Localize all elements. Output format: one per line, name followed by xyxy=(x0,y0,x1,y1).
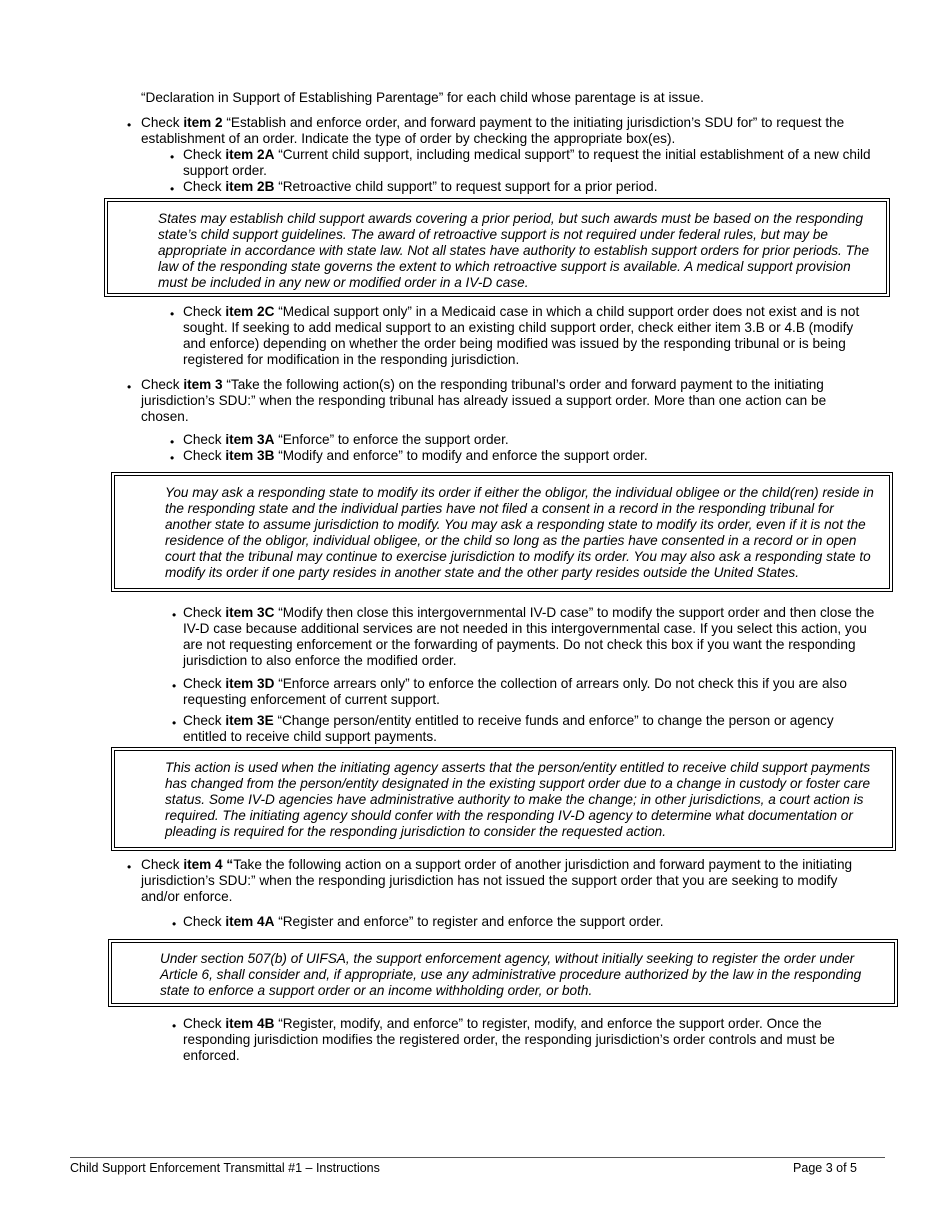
bullet: • xyxy=(170,150,175,164)
item-4-instruction: Check item 4 “Take the following action on a support order of another jurisdiction and forward payment to the initiating jurisdiction’s SDU:” when the responding jurisdiction has not issued the support order that you are seeking to modify and/or enforce. xyxy=(141,857,853,904)
bullet: • xyxy=(172,679,177,693)
item-label: item 4A xyxy=(225,914,275,929)
item-3e-instruction: Check item 3E “Change person/entity entitled to receive funds and enforce” to change the person or agency entitled to receive child support payments. xyxy=(183,713,834,744)
item-2a-instruction: Check item 2A “Current child support, including medical support” to request the initial establishment of a new child support order. xyxy=(183,147,871,178)
item-4b-instruction: Check item 4B “Register, modify, and enforce” to register, modify, and enforce the support order. Once the responding jurisdiction modifies the registered order, the responding jurisdiction’s order controls and must be enforced. xyxy=(183,1016,835,1063)
item-label: item 2 xyxy=(183,115,223,130)
bullet: • xyxy=(127,380,132,394)
item-label: item 3E xyxy=(225,713,274,728)
bullet: • xyxy=(170,435,175,449)
page-number: Page 3 of 5 xyxy=(793,1161,857,1175)
item-3b-instruction: Check item 3B “Modify and enforce” to modify and enforce the support order. xyxy=(183,448,648,463)
modification-jurisdiction-note: You may ask a responding state to modify its order if either the obligor, the individual obligee or the child(ren) reside in the responding state and the individual parties have not filed a consent in a record in the responding tribunal for another state to assume jurisdiction to modify. You may ask a responding state to modify its order, even if it is not the residence of the obligor, individual obligee, or the child so long as the parties have consented in a record or in open court that the tribunal may continue to exercise jurisdiction to modify its order. You may also ask a responding state to modify its order if one party resides in another state and the other party resides outside the United States. xyxy=(111,472,893,592)
bullet: • xyxy=(127,860,132,874)
item-3a-instruction: Check item 3A “Enforce” to enforce the support order. xyxy=(183,432,509,447)
item-label: item 3D xyxy=(225,676,275,691)
item-label: item 3 xyxy=(183,377,223,392)
item-label: item 3C xyxy=(225,605,275,620)
uifsa-507b-note: Under section 507(b) of UIFSA, the support enforcement agency, without initially seeking to register the order under Article 6, shall consider and, if appropriate, use any administrative procedure authorized by the law in the responding state to enforce a support order or an income withholding order, or both. xyxy=(108,939,898,1007)
bullet: • xyxy=(172,1019,177,1033)
item-label: item 2C xyxy=(225,304,275,319)
item-label: item 3B xyxy=(225,448,275,463)
item-label: item 4 “ xyxy=(183,857,234,872)
item-3c-instruction: Check item 3C “Modify then close this intergovernmental IV-D case” to modify the support order and then close the IV-D case because additional services are not needed in this intergovernmental case. If you select this action, you are not requesting enforcement or the forwarding of payments. Do not check this box if you want the responding jurisdiction to also enforce the modified order. xyxy=(183,605,875,668)
item-2b-instruction: Check item 2B “Retroactive child support” to request support for a prior period. xyxy=(183,179,658,194)
bullet: • xyxy=(170,182,175,196)
item-label: item 2B xyxy=(225,179,275,194)
item-3-instruction: Check item 3 “Take the following action(s) on the responding tribunal’s order and forward payment to the initiating jurisdiction’s SDU:” when the responding tribunal has already issued a support order. More than one action can be chosen. xyxy=(141,377,827,424)
change-payee-note: This action is used when the initiating agency asserts that the person/entity entitled to receive child support payments has changed from the person/entity designated in the existing support order due to a change in custody or foster care status. Some IV-D agencies have administrative authority to make the change; in other jurisdictions, a court action is required. The initiating agency should confer with the responding IV-D agency to determine what documentation or pleading is required for the responding jurisdiction to consider the requested action. xyxy=(111,747,896,851)
bullet: • xyxy=(170,307,175,321)
item-3d-instruction: Check item 3D “Enforce arrears only” to enforce the collection of arrears only. Do not check this if you are also requesting enforcement of current support. xyxy=(183,676,847,707)
item-label: item 2A xyxy=(225,147,275,162)
bullet: • xyxy=(172,716,177,730)
item-label: item 4B xyxy=(225,1016,275,1031)
bullet: • xyxy=(170,451,175,465)
item-2-instruction: Check item 2 “Establish and enforce order, and forward payment to the initiating jurisdiction’s SDU for” to request the establishment of an order. Indicate the type of order by checking the appropriate box(es). xyxy=(141,115,845,146)
item-4a-instruction: Check item 4A “Register and enforce” to register and enforce the support order. xyxy=(183,914,664,929)
intro-text: “Declaration in Support of Establishing Parentage” for each child whose parentage is at issue. xyxy=(141,90,704,105)
bullet: • xyxy=(172,917,177,931)
item-label: item 3A xyxy=(225,432,275,447)
bullet: • xyxy=(127,118,132,132)
footer-divider xyxy=(70,1157,885,1158)
retroactive-support-note: States may establish child support awards covering a prior period, but such awards must be based on the responding state’s child support guidelines. The award of retroactive support is not required under federal rules, but may be appropriate in accordance with state law. Not all states have authority to establish support orders for prior periods. The law of the responding state governs the extent to which retroactive support is available. A medical support provision must be included in any new or modified order in a IV-D case. xyxy=(104,198,890,297)
bullet: • xyxy=(172,608,177,622)
footer-title: Child Support Enforcement Transmittal #1 – Instructions xyxy=(70,1161,380,1175)
item-2c-instruction: Check item 2C “Medical support only” in a Medicaid case in which a child support order does not exist and is not sought. If seeking to add medical support to an existing child support order, check either item 3.B or 4.B (modify and enforce) depending on whether the order being modified was issued by the responding tribunal or is being registered for modification in the responding jurisdiction. xyxy=(183,304,860,367)
